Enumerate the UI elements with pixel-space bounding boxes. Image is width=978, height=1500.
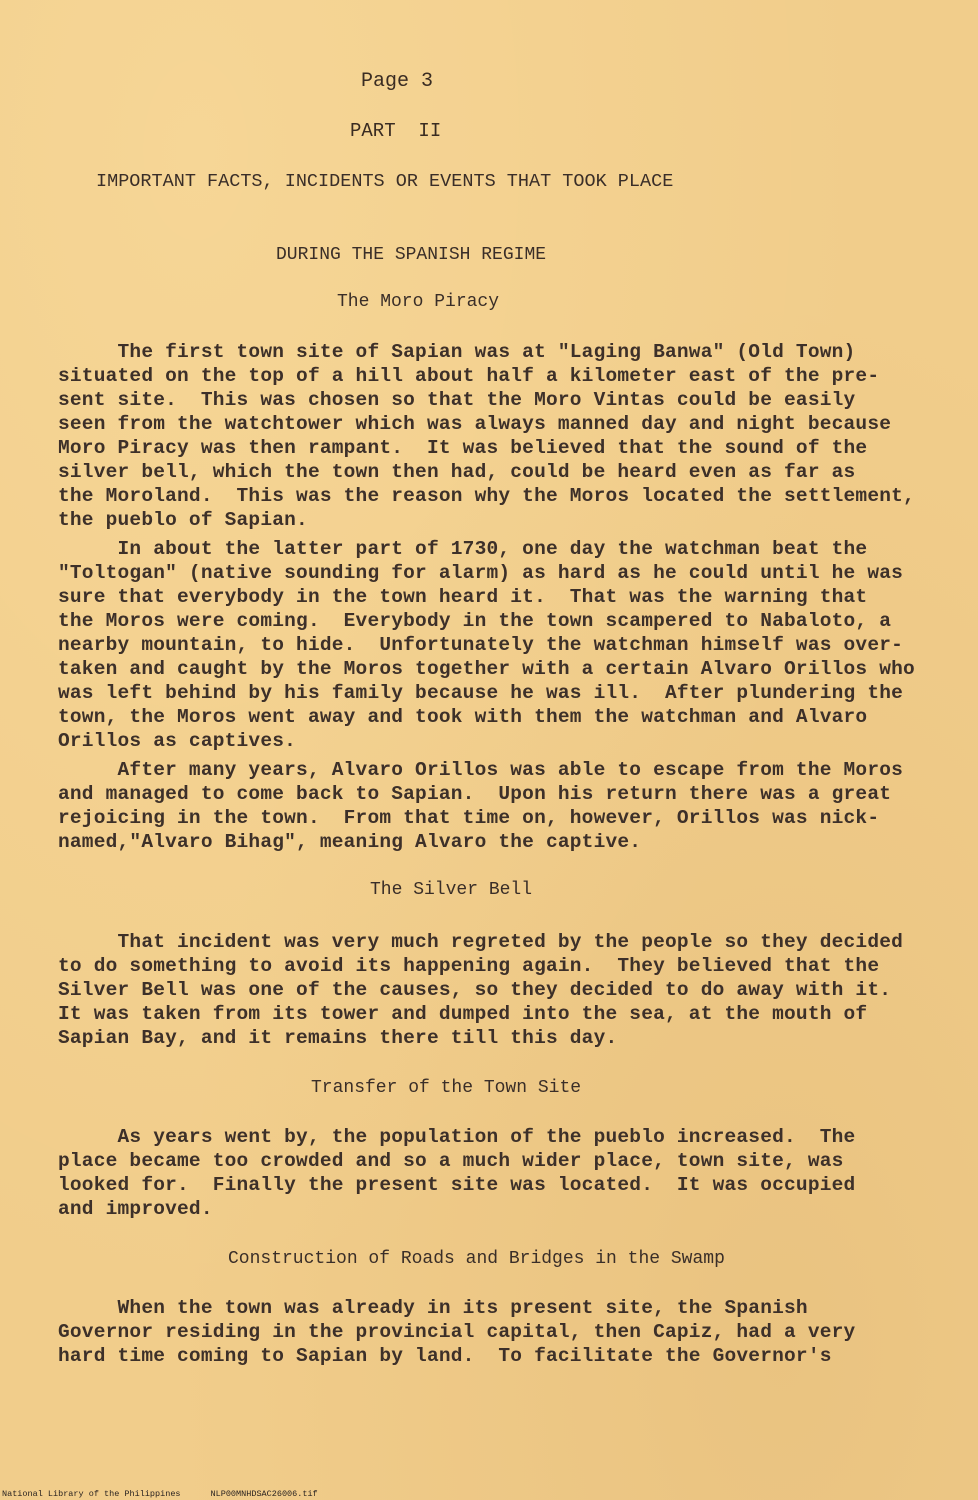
section-heading-silver-bell: The Silver Bell [370, 880, 533, 900]
page-number: Page 3 [361, 70, 434, 93]
era-heading: DURING THE SPANISH REGIME [276, 245, 547, 265]
section-heading-roads-bridges: Construction of Roads and Bridges in the Swamp [228, 1249, 725, 1269]
scan-footer [2, 1489, 348, 1499]
text-line: place became too crowded and so a much wider place, town site, was [58, 1150, 844, 1172]
text-line: sure that everybody in the town heard it. That was the warning that [58, 586, 868, 608]
text-line: town, the Moros went away and took with them the watchman and Alvaro [58, 706, 868, 728]
text-line: looked for. Finally the present site was located. It was occupied [58, 1174, 856, 1196]
section-heading-moro-piracy: The Moro Piracy [337, 292, 500, 312]
text-line: to do something to avoid its happening again. They believed that the [58, 955, 880, 977]
text-line: the Moroland. This was the reason why the Moros located the settlement, [58, 485, 915, 507]
library-credit: National Library of the Philippines [2, 1489, 181, 1499]
text-line: The first town site of Sapian was at "Laging Banwa" (Old Town) [58, 341, 856, 363]
text-line: As years went by, the population of the pueblo increased. The [58, 1126, 856, 1148]
text-line: Silver Bell was one of the causes, so they decided to do away with it. [58, 979, 892, 1001]
text-line: the Moros were coming. Everybody in the town scampered to Nabaloto, a [58, 610, 892, 632]
text-line: Sapian Bay, and it remains there till this day. [58, 1027, 618, 1049]
text-line: "Toltogan" (native sounding for alarm) as hard as he could until he was [58, 562, 904, 584]
section-heading-transfer: Transfer of the Town Site [311, 1078, 582, 1098]
part-label: PART II [350, 120, 442, 142]
text-line: taken and caught by the Moros together with a certain Alvaro Orillos who [58, 658, 915, 680]
text-line: was left behind by his family because he was ill. After plundering the [58, 682, 904, 704]
text-line: and managed to come back to Sapian. Upon his return there was a great [58, 783, 892, 805]
text-line: the pueblo of Sapian. [58, 509, 308, 531]
text-line: and improved. [58, 1198, 213, 1220]
text-line: sent site. This was chosen so that the Moro Vintas could be easily [58, 389, 856, 411]
text-line: Orillos as captives. [58, 730, 297, 752]
text-line: After many years, Alvaro Orillos was able to escape from the Moros [58, 759, 904, 781]
text-line: silver bell, which the town then had, could be heard even as far as [58, 461, 856, 483]
text-line: It was taken from its tower and dumped into the sea, at the mouth of [58, 1003, 868, 1025]
scan-filename: NLP00MNHDSAC26006.tif [210, 1489, 318, 1499]
text-line: That incident was very much regreted by the people so they decided [58, 931, 904, 953]
text-line: rejoicing in the town. From that time on, however, Orillos was nick- [58, 807, 880, 829]
text-line: seen from the watchtower which was always manned day and night because [58, 413, 892, 435]
text-line: In about the latter part of 1730, one day the watchman beat the [58, 538, 868, 560]
text-line: hard time coming to Sapian by land. To facilitate the Governor's [58, 1345, 832, 1367]
text-line: Governor residing in the provincial capital, then Capiz, had a very [58, 1321, 856, 1343]
text-line: named,"Alvaro Bihag", meaning Alvaro the captive. [58, 831, 642, 853]
text-line: nearby mountain, to hide. Unfortunately the watchman himself was over- [58, 634, 904, 656]
document-title: IMPORTANT FACTS, INCIDENTS OR EVENTS THAT TOOK PLACE [96, 171, 674, 192]
text-line: Moro Piracy was then rampant. It was believed that the sound of the [58, 437, 868, 459]
text-line: When the town was already in its present site, the Spanish [58, 1297, 808, 1319]
text-line: situated on the top of a hill about half a kilometer east of the pre- [58, 365, 880, 387]
